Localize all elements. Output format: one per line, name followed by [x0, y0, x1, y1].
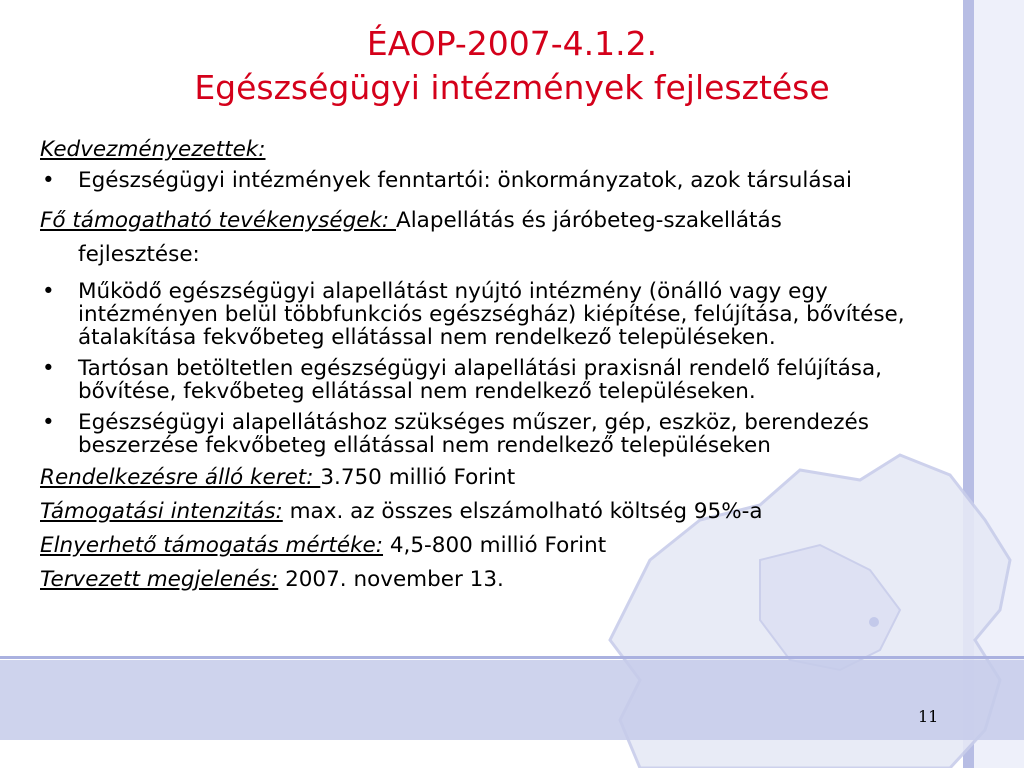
fact-budget-label: Rendelkezésre álló keret:: [40, 465, 321, 490]
title-line-2: Egészségügyi intézmények fejlesztése: [194, 68, 830, 107]
fact-release-value: 2007. november 13.: [278, 567, 504, 592]
fact-release: [40, 563, 970, 597]
activity-text-2: Tartósan betöltetlen egészségügyi alapellátási praxisnál rendelő felújítása, bővítése, fekvőbeteg ellátással nem rendelkező településeken.: [78, 356, 882, 404]
title-line-1: ÉAOP-2007-4.1.2.: [366, 24, 658, 63]
activities-heading: [40, 204, 970, 238]
activity-text-3: Egészségügyi alapellátáshoz szükséges műszer, gép, eszköz, berendezés beszerzése fekvőbeteg ellátással nem rendelkező településeken: [78, 410, 869, 458]
activities-text-line-2: fejlesztése:: [78, 242, 200, 267]
activity-bullet-2: [40, 357, 970, 403]
horizontal-band: [0, 660, 1024, 740]
activity-bullet-3: [40, 411, 970, 457]
bullet-dot: •: [42, 279, 55, 304]
slide-content: [40, 138, 970, 597]
fact-release-label: Tervezett megjelenés:: [40, 567, 279, 592]
fact-budget: [40, 461, 970, 495]
activities-label: Fő támogatható tevékenységek:: [40, 208, 396, 233]
page-number: 11: [918, 707, 939, 726]
activity-text-1: Működő egészségügyi alapellátást nyújtó intézmény (önálló vagy egy intézményen belül többfunkciós egészségház) kiépítése, felújítása, bővítése, átalakítása fekvőbeteg ellátással nem rendelkező településeken.: [78, 279, 905, 350]
bullet-dot: •: [42, 410, 55, 435]
band-top-line: [0, 656, 1024, 659]
beneficiaries-heading: [40, 138, 970, 161]
fact-intensity-label: Támogatási intenzitás:: [40, 499, 283, 524]
beneficiaries-text: Egészségügyi intézmények fenntartói: önkormányzatok, azok társulásai: [78, 168, 852, 193]
bullet-dot: •: [42, 356, 55, 381]
activities-text-line-1: Alapellátás és járóbeteg-szakellátás: [396, 208, 782, 233]
fact-amount: [40, 529, 970, 563]
fact-intensity: [40, 495, 970, 529]
fact-budget-value: 3.750 millió Forint: [320, 465, 516, 490]
slide-title: [0, 22, 1024, 110]
fact-intensity-value: max. az összes elszámolható költség 95%-a: [282, 499, 763, 524]
bullet-dot: •: [42, 168, 55, 193]
fact-amount-value: 4,5-800 millió Forint: [383, 533, 607, 558]
beneficiaries-bullet: [40, 169, 970, 192]
activity-bullet-1: [40, 280, 970, 349]
fact-amount-label: Elnyerhető támogatás mértéke:: [40, 533, 384, 558]
beneficiaries-label: Kedvezményezettek:: [40, 137, 266, 162]
